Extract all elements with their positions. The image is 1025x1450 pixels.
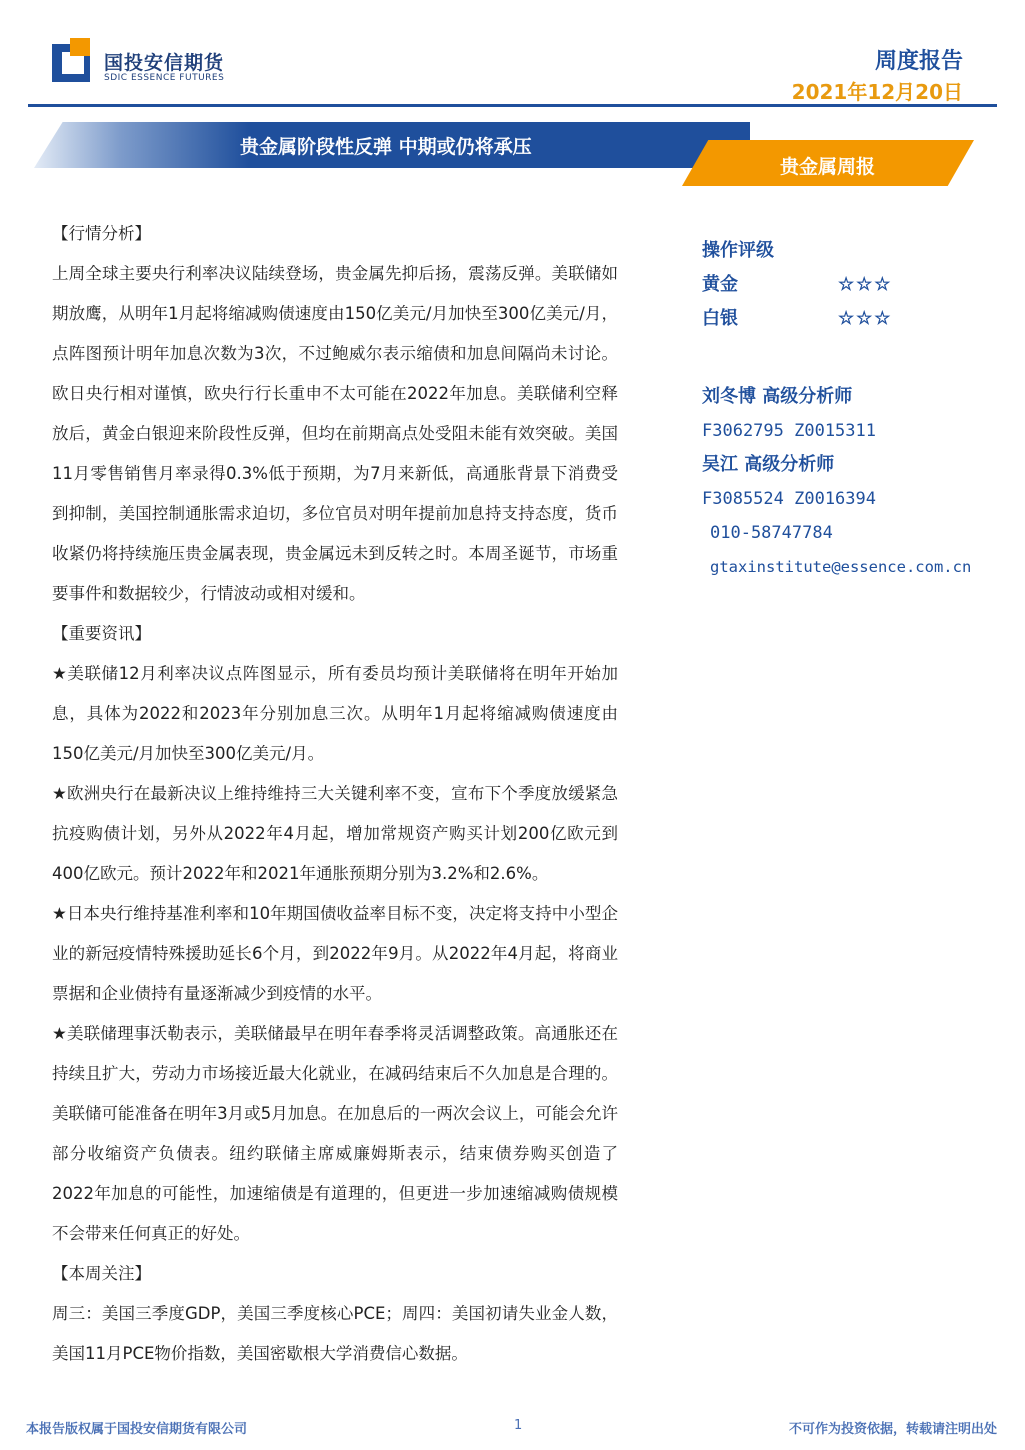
report-type: 周度报告 [874, 49, 963, 74]
logo-text-cn: 国投安信期货 [104, 52, 225, 74]
rating-row-gold [702, 268, 1022, 302]
star-rating-gold: ☆☆☆ [838, 274, 893, 295]
logo-text-en: SDIC ESSENCE FUTURES [104, 73, 225, 83]
main-content [52, 214, 618, 1374]
news-item: ★日本央行维持基准利率和10年期国债收益率目标不变，决定将支持中小型企业的新冠疫情特殊援助延长6个月，到2022年9月。从2022年4月起，将商业票据和企业债持有量逐渐减少到疫情的水平。 [52, 904, 618, 1003]
contact-phone: 010-58747784 [710, 523, 833, 543]
rating-title: 操作评级 [702, 240, 774, 261]
rating-row-silver [702, 302, 1022, 336]
analyst-1-ids: F3062795 Z0015311 [702, 421, 876, 441]
star-rating-silver: ☆☆☆ [838, 308, 893, 329]
section-title-news: 【重要资讯】 [52, 624, 151, 643]
analyst-1: 刘冬博 高级分析师 [702, 386, 853, 407]
footer-copyright: 本报告版权属于国投安信期货有限公司 [26, 1422, 248, 1437]
report-date: 2021年12月20日 [791, 80, 963, 104]
category-tag-label: 贵金属周报 [780, 156, 876, 178]
report-title: 贵金属阶段性反弹 中期或仍将承压 [240, 136, 532, 158]
contact-email[interactable]: gtaxinstitute@essence.com.cn [710, 558, 972, 576]
rating-label-gold: 黄金 [702, 274, 738, 295]
section-title-market: 【行情分析】 [52, 224, 151, 243]
company-logo-icon [52, 38, 96, 82]
footer-disclaimer: 不可作为投资依据，转载请注明出处 [788, 1422, 997, 1437]
header-divider [28, 104, 997, 107]
news-item: ★美联储理事沃勒表示，美联储最早在明年春季将灵活调整政策。高通胀还在持续且扩大，劳动力市场接近最大化就业，在减码结束后不久加息是合理的。美联储可能准备在明年3月或5月加息。在加息后的一两次会议上，可能会允许部分收缩资产负债表。纽约联储主席威廉姆斯表示，结束债券购买创造了2022年加息的可能性，加速缩债是有道理的，但更进一步加速缩减购债规模不会带来任何真正的好处。 [52, 1024, 618, 1243]
news-item: ★欧洲央行在最新决议上维持维持三大关键利率不变，宣布下个季度放缓紧急抗疫购债计划，另外从2022年4月起，增加常规资产购买计划200亿欧元到400亿欧元。预计2022年和2021年通胀预期分别为3.2%和2.6%。 [52, 784, 618, 883]
page-number: 1 [514, 1418, 523, 1433]
weekly-watch-text: 周三：美国三季度GDP，美国三季度核心PCE；周四：美国初请失业金人数，美国11月PCE物价指数，美国密歇根大学消费信心数据。 [52, 1304, 618, 1363]
analyst-2: 吴江 高级分析师 [702, 454, 835, 475]
analyst-2-ids: F3085524 Z0016394 [702, 489, 876, 509]
sidebar [702, 234, 1022, 584]
section-title-watch: 【本周关注】 [52, 1264, 151, 1283]
news-item: ★美联储12月利率决议点阵图显示，所有委员均预计美联储将在明年开始加息，具体为2022和2023年分别加息三次。从明年1月起将缩减购债速度由150亿美元/月加快至300亿美元/月。 [52, 664, 618, 763]
rating-label-silver: 白银 [702, 308, 738, 329]
market-analysis-text: 上周全球主要央行利率决议陆续登场，贵金属先抑后扬，震荡反弹。美联储如期放鹰，从明年1月起将缩减购债速度由150亿美元/月加快至300亿美元/月，点阵图预计明年加息次数为3次，不过鲍威尔表示缩债和加息间隔尚未讨论。欧日央行相对谨慎，欧央行行长重申不太可能在2022年加息。美联储利空释放后，黄金白银迎来阶段性反弹，但均在前期高点处受阻未能有效突破。美国11月零售销售月率录得0.3%低于预期，为7月来新低，高通胀背景下消费受到抑制，美国控制通胀需求迫切，多位官员对明年提前加息持支持态度，货币收紧仍将持续施压贵金属表现，贵金属远未到反转之时。本周圣诞节，市场重要事件和数据较少，行情波动或相对缓和。 [52, 264, 618, 603]
